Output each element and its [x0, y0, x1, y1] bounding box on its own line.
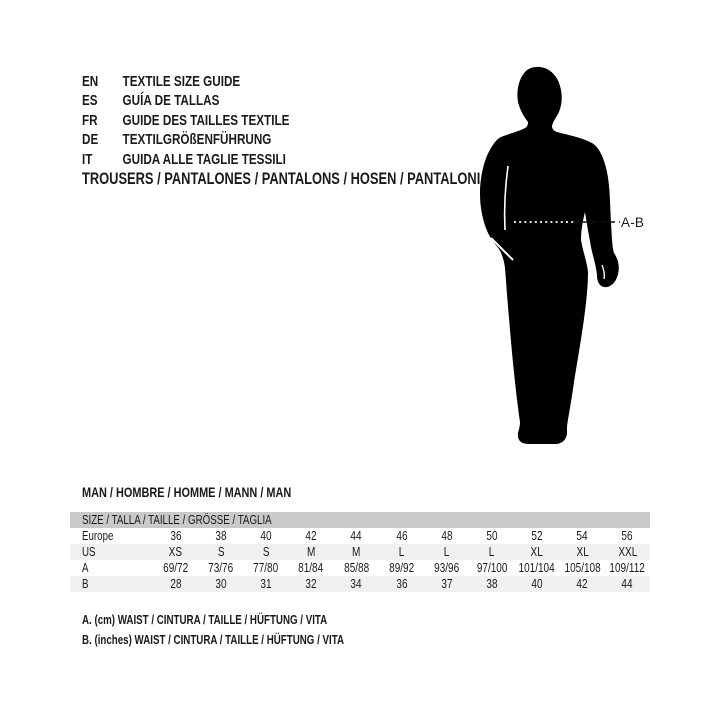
table-row — [70, 528, 650, 544]
size-cell: M — [306, 545, 316, 559]
size-cell: 93/96 — [434, 561, 460, 575]
size-cell: 40 — [260, 529, 272, 543]
size-cell: 73/76 — [208, 561, 234, 575]
size-cell: 97/100 — [476, 561, 508, 575]
size-cell: 46 — [395, 529, 408, 543]
pocket-line — [491, 238, 513, 260]
footnotes — [82, 610, 344, 650]
size-cell: 105/108 — [564, 561, 601, 575]
size-cell: 81/84 — [298, 561, 324, 575]
silhouette-body — [480, 67, 619, 444]
section-title-man: MAN / HOMBRE / HOMME / MANN / MAN — [82, 484, 292, 500]
size-cell: 50 — [486, 529, 498, 543]
language-title: GUIDA ALLE TAGLIE TESSILI — [122, 150, 286, 168]
size-cell: 56 — [621, 529, 633, 543]
row-label: Europe — [82, 529, 114, 543]
size-cell: 40 — [531, 577, 543, 591]
language-list — [82, 72, 289, 169]
size-cell: 42 — [305, 529, 317, 543]
size-table — [70, 512, 650, 592]
table-row — [70, 560, 650, 576]
size-cell: 36 — [395, 577, 408, 591]
table-header-label: SIZE / TALLA / TAILLE / GRÖSSE / TAGLIA — [82, 513, 272, 527]
language-title: GUÍA DE TALLAS — [122, 92, 220, 110]
size-cell: L — [398, 545, 405, 559]
language-code: IT — [82, 150, 93, 168]
size-cell: 28 — [170, 577, 182, 591]
size-cell: XXL — [617, 545, 637, 559]
size-cell: XL — [576, 545, 589, 559]
size-cell: 36 — [170, 529, 182, 543]
table-row — [70, 544, 650, 560]
size-cell: 109/112 — [609, 561, 646, 575]
table-header-row — [70, 512, 650, 528]
size-cell: 38 — [215, 529, 227, 543]
language-title: TEXTILE SIZE GUIDE — [122, 73, 241, 90]
size-cell: S — [262, 545, 270, 559]
garment-types-line: TROUSERS / PANTALONES / PANTALONS / HOSEN / PANTALONI — [82, 170, 481, 188]
size-cell: 85/88 — [343, 561, 369, 575]
language-code: ES — [82, 92, 98, 110]
footnote-a: A. (cm) WAIST / CINTURA / TAILLE / HÜFTUNG / VITA — [82, 612, 328, 627]
size-cell: 42 — [576, 577, 588, 591]
size-cell: 30 — [215, 577, 227, 591]
size-cell: XS — [168, 545, 183, 559]
size-cell: 32 — [305, 577, 317, 591]
row-label: US — [82, 545, 96, 559]
size-cell: 52 — [531, 529, 543, 543]
table-row — [70, 576, 650, 592]
size-cell: 31 — [260, 577, 272, 591]
size-cell: 34 — [350, 577, 362, 591]
language-code: EN — [82, 73, 99, 90]
size-cell: 69/72 — [163, 561, 189, 575]
size-cell: 101/104 — [518, 561, 556, 575]
thumb-notch — [602, 265, 604, 279]
size-cell: M — [352, 545, 361, 559]
language-code: DE — [82, 131, 99, 149]
footnote-b: B. (inches) WAIST / CINTURA / TAILLE / HÜFTUNG / VITA — [82, 632, 344, 647]
size-cell: 48 — [441, 529, 453, 543]
arm-separation-left — [505, 166, 508, 230]
size-cell: 54 — [576, 529, 588, 543]
size-cell: XL — [530, 545, 544, 559]
language-row — [82, 150, 289, 169]
size-cell: S — [217, 545, 225, 559]
language-row — [82, 91, 289, 110]
size-cell: 44 — [621, 577, 633, 591]
size-cell: 44 — [350, 529, 362, 543]
measure-label-ab: A-B — [621, 215, 645, 230]
size-cell: 89/92 — [388, 561, 414, 575]
language-code: FR — [82, 111, 98, 129]
size-cell: L — [443, 545, 450, 559]
row-label: B — [82, 577, 89, 591]
row-label: A — [82, 561, 89, 575]
language-title: GUIDE DES TAILLES TEXTILE — [122, 111, 290, 129]
language-row — [82, 111, 289, 130]
language-title: TEXTILGRÖßENFÜHRUNG — [122, 131, 272, 149]
size-cell: L — [489, 545, 495, 559]
language-row — [82, 72, 289, 91]
size-cell: 37 — [441, 577, 453, 591]
language-row — [82, 130, 289, 149]
size-cell: 77/80 — [253, 561, 279, 575]
size-cell: 38 — [486, 577, 498, 591]
table-body — [70, 528, 650, 592]
